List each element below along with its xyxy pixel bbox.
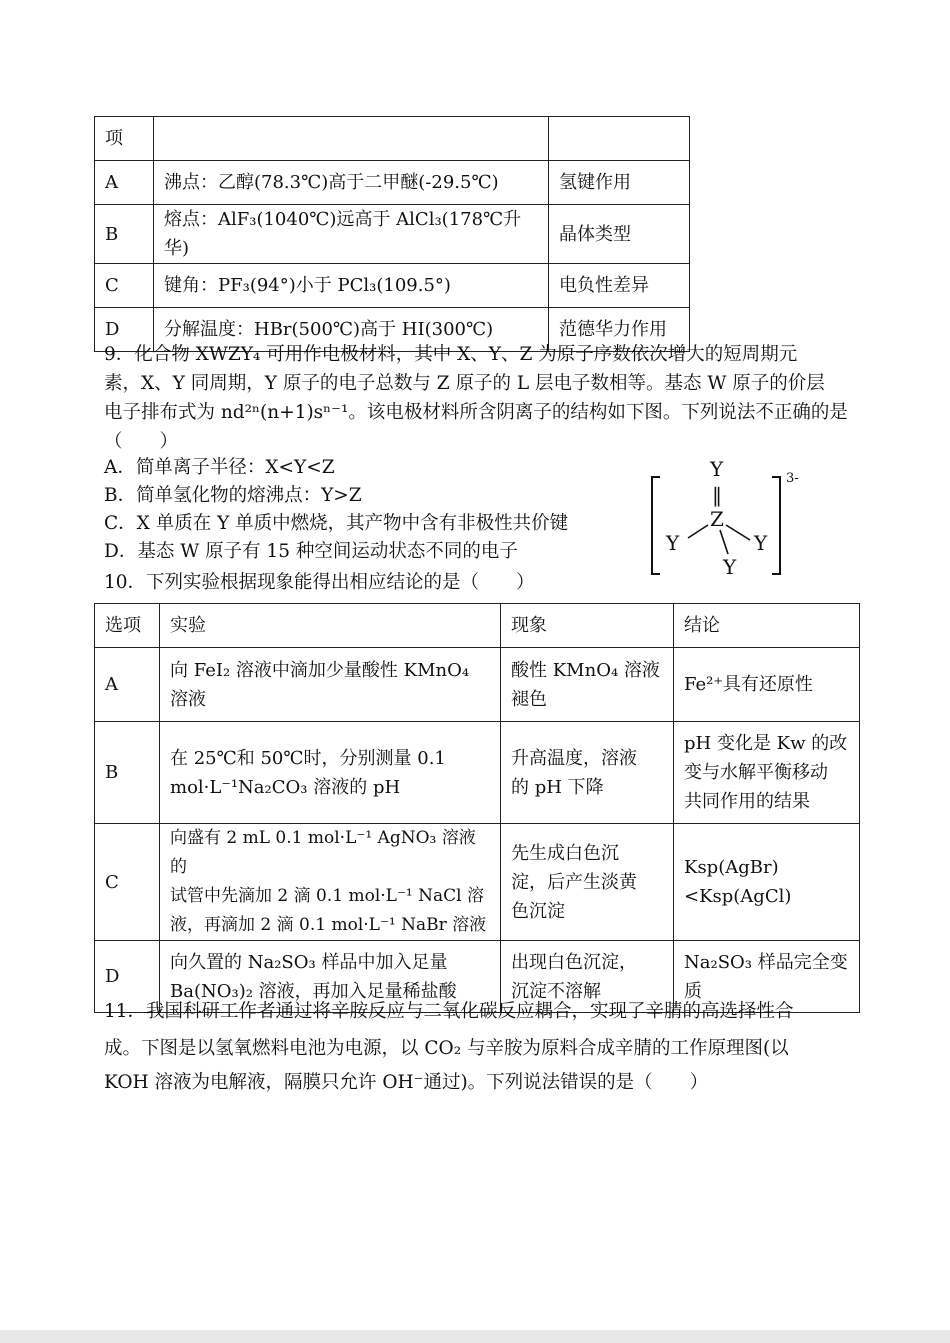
table-cell: [674, 722, 860, 824]
cell-line: pH 变化是 Kw 的改: [684, 733, 848, 754]
cell-line: 共同作用的结果: [684, 791, 810, 812]
double-bond: ‖: [712, 483, 722, 507]
q9-line: 9．化合物 XWZY₄ 可用作电极材料，其中 X、Y、Z 为原子序数依次增大的短周期元: [104, 344, 798, 365]
table-cell: C: [95, 824, 160, 941]
table-cell: B: [95, 722, 160, 824]
table-cell: [160, 824, 501, 941]
table-cell: 晶体类型: [549, 205, 690, 264]
table-cell: [160, 722, 501, 824]
cell-line: Fe²⁺具有还原性: [684, 674, 813, 695]
cell-line: 向盛有 2 mL 0.1 mol·L⁻¹ AgNO₃ 溶液的: [170, 828, 476, 877]
cell-line: <Ksp(AgCl): [684, 886, 792, 907]
q9-line: 电子排布式为 nd²ⁿ(n+1)sⁿ⁻¹。该电极材料所含阴离子的结构如下图。下列说法不正确的是: [104, 402, 848, 423]
table-cell: [549, 117, 690, 161]
table-cell: [501, 824, 674, 941]
cell-line: 升高温度，溶液: [511, 747, 637, 769]
cell-line: 先生成白色沉: [511, 842, 619, 864]
table-cell: [674, 824, 860, 941]
table-cell: [501, 722, 674, 824]
table-cell: [674, 648, 860, 722]
cell-line: 的 pH 下降: [511, 776, 604, 798]
table-cell: 范德华力作用: [549, 308, 690, 352]
table-cell: 电负性差异: [549, 264, 690, 308]
cell-line: 褪色: [511, 688, 547, 710]
cell-line: Ksp(AgBr): [684, 857, 779, 878]
table-cell: 沸点：乙醇(78.3℃)高于二甲醚(-29.5℃): [154, 161, 549, 205]
q11-line: 11．我国科研工作者通过将辛胺反应与二氧化碳反应耦合，实现了辛腈的高选择性合: [104, 1001, 794, 1022]
table-header-row: [95, 604, 860, 648]
table-cell: A: [95, 161, 154, 205]
table-cell: D: [95, 308, 154, 352]
cell-line: 试管中先滴加 2 滴 0.1 mol·L⁻¹ NaCl 溶: [170, 886, 485, 906]
bond-bottom: [720, 530, 728, 554]
cell-line: 向 FeI₂ 溶液中滴加少量酸性 KMnO₄: [170, 659, 470, 681]
table-cell: B: [95, 205, 154, 264]
bond-left: [688, 525, 708, 538]
table-cell: 氢键作用: [549, 161, 690, 205]
page-bottom-edge: [0, 1330, 950, 1343]
cell-line: 出现白色沉淀，: [511, 951, 637, 973]
table-row: [95, 117, 690, 161]
atom-z: Z: [710, 507, 724, 531]
table-row: [95, 264, 690, 308]
cell-line: 色沉淀: [511, 900, 565, 922]
atom-y-top: Y: [710, 457, 724, 481]
bond-right: [726, 525, 750, 540]
q10-table: [94, 603, 860, 1013]
cell-line: Na₂SO₃ 样品完全变: [684, 951, 848, 973]
table-cell: [154, 117, 549, 161]
table-row: [95, 205, 690, 264]
table-cell: C: [95, 264, 154, 308]
table-cell: [160, 648, 501, 722]
cell-line: 质: [684, 980, 702, 1002]
table-cell: 键角：PF₃(94°)小于 PCl₃(109.5°): [154, 264, 549, 308]
table-row: [95, 161, 690, 205]
q11-line: 成。下图是以氢氧燃料电池为电源，以 CO₂ 与辛胺为原料合成辛腈的工作原理图(以: [104, 1038, 789, 1059]
table-row: [95, 824, 860, 941]
charge-label: 3-: [786, 471, 799, 486]
table-cell: A: [95, 648, 160, 722]
cell-line: 变与水解平衡移动: [684, 762, 828, 783]
q8-table: [94, 116, 690, 352]
right-bracket: [772, 477, 780, 574]
left-bracket: [652, 477, 660, 574]
q9-line: （ ）: [104, 431, 179, 452]
table-cell: 项: [95, 117, 154, 161]
table-cell: 熔点：AlF₃(1040℃)远高于 AlCl₃(178℃升华): [154, 205, 549, 264]
table-header-cell: 结论: [674, 604, 860, 648]
cell-line: 沉淀不溶解: [511, 980, 601, 1002]
cell-line: 淀，后产生淡黄: [511, 871, 637, 893]
q9-option-b: B．简单氢化物的熔沸点：Y>Z: [104, 485, 362, 506]
q9-line: 素，X、Y 同周期，Y 原子的电子总数与 Z 原子的 L 层电子数相等。基态 W 原子的价层: [104, 373, 825, 394]
cell-line: Ba(NO₃)₂ 溶液，再加入足量稀盐酸: [170, 980, 457, 1002]
q9-option-a: A．简单离子半径：X<Y<Z: [104, 457, 335, 478]
atom-y-right: Y: [754, 531, 768, 555]
q9-option-d: D．基态 W 原子有 15 种空间运动状态不同的电子: [104, 541, 518, 562]
q11-line: KOH 溶液为电解液，隔膜只允许 OH⁻通过)。下列说法错误的是（ ）: [104, 1072, 709, 1093]
q9-option-c: C．X 单质在 Y 单质中燃烧，其产物中含有非极性共价键: [104, 513, 569, 534]
q10-title: 10．下列实验根据现象能得出相应结论的是（ ）: [104, 572, 535, 593]
cell-line: 酸性 KMnO₄ 溶液: [511, 659, 660, 681]
cell-line: mol·L⁻¹Na₂CO₃ 溶液的 pH: [170, 776, 401, 798]
table-cell: 分解温度：HBr(500℃)高于 HI(300℃): [154, 308, 549, 352]
atom-y-bottom: Y: [723, 555, 737, 579]
cell-line: 在 25℃和 50℃时，分别测量 0.1: [170, 747, 446, 769]
table-row: [95, 648, 860, 722]
table-cell: [501, 648, 674, 722]
table-cell: D: [95, 941, 160, 1013]
table-row: [95, 722, 860, 824]
table-header-cell: 实验: [160, 604, 501, 648]
atom-y-left: Y: [666, 531, 680, 555]
cell-line: 向久置的 Na₂SO₃ 样品中加入足量: [170, 951, 448, 973]
table-header-cell: 现象: [501, 604, 674, 648]
cell-line: 溶液: [170, 688, 206, 710]
anion-structure-diagram: [640, 452, 810, 582]
table-header-cell: 选项: [95, 604, 160, 648]
cell-line: 液，再滴加 2 滴 0.1 mol·L⁻¹ NaBr 溶液: [170, 915, 487, 935]
